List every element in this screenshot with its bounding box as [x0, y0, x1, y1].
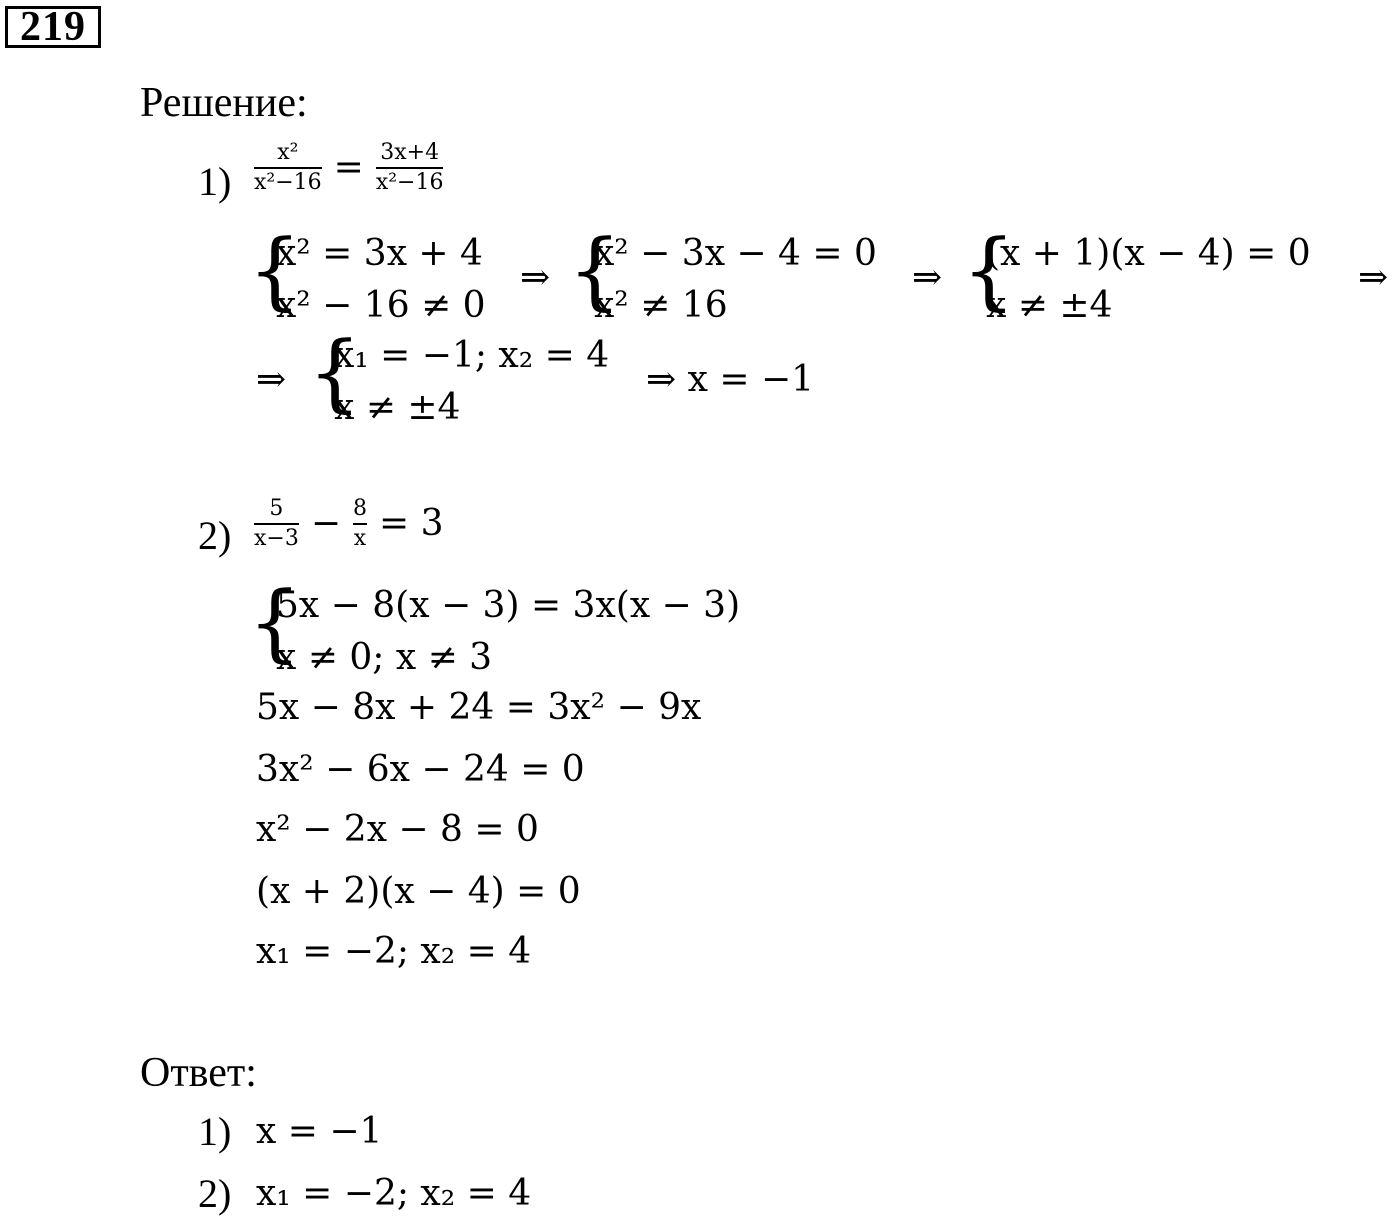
part2-fraction1 — [254, 498, 299, 550]
part2-fraction2-denominator: x — [353, 526, 367, 551]
part2-step-5: x₁ = −2; x₂ = 4 — [256, 931, 532, 972]
part2-equation — [254, 498, 444, 550]
part2-label: 2) — [198, 513, 232, 558]
part1-system4-line1: x₁ = −1; x₂ = 4 — [334, 335, 610, 376]
part1-lhs-denominator: x²−16 — [254, 170, 322, 195]
part1-equals: = — [333, 147, 364, 188]
part2-rhs: = 3 — [379, 503, 444, 544]
part1-system2-line1: x² − 3x − 4 = 0 — [594, 233, 877, 274]
part1-system2-line2: x² ≠ 16 — [594, 285, 728, 326]
part1-implies-1: ⇒ — [520, 257, 551, 298]
part1-system1-line2: x² − 16 ≠ 0 — [276, 285, 486, 326]
part2-step-2: 3x² − 6x − 24 = 0 — [256, 749, 585, 790]
part2-fraction1-denominator: x−3 — [254, 526, 299, 551]
part1-implies-3: ⇒ — [1358, 257, 1389, 298]
part1-system3-brace: { — [962, 221, 1016, 319]
part1-lhs-numerator: x² — [277, 140, 299, 165]
part1-system3-line2: x ≠ ±4 — [986, 285, 1113, 326]
part2-step-1: 5x − 8x + 24 = 3x² − 9x — [256, 687, 702, 728]
answer-1-label: 1) — [198, 1109, 232, 1154]
answer-label: Ответ: — [140, 1050, 257, 1096]
part1-system3-line1: (x + 1)(x − 4) = 0 — [986, 233, 1311, 274]
part2-system-line1: 5x − 8(x − 3) = 3x(x − 3) — [276, 585, 741, 626]
part1-rhs-denominator: x²−16 — [375, 170, 444, 195]
answer-1-value: x = −1 — [256, 1111, 383, 1152]
answer-2-label: 2) — [198, 1171, 232, 1216]
part2-step-3: x² − 2x − 8 = 0 — [256, 809, 539, 850]
part1-system4-brace: { — [308, 323, 362, 421]
part1-system1-line1: x² = 3x + 4 — [276, 233, 483, 274]
part1-lhs-fraction — [254, 142, 322, 194]
problem-number: 219 — [5, 6, 101, 48]
part1-equation — [254, 142, 443, 194]
part2-system-line2: x ≠ 0; x ≠ 3 — [276, 637, 493, 678]
part1-system2-brace: { — [568, 221, 622, 319]
part2-fraction2-numerator: 8 — [353, 496, 368, 521]
answer-2-value: x₁ = −2; x₂ = 4 — [256, 1173, 532, 1214]
part2-fraction1-numerator: 5 — [269, 496, 284, 521]
part1-implies-2: ⇒ — [912, 257, 943, 298]
solution-label: Решение: — [140, 80, 308, 126]
part2-step-4: (x + 2)(x − 4) = 0 — [256, 871, 581, 912]
part1-result: ⇒ x = −1 — [646, 359, 815, 400]
part2-fraction2 — [353, 498, 367, 550]
part1-implies-4: ⇒ — [256, 359, 287, 400]
part1-label: 1) — [198, 159, 232, 204]
part1-rhs-numerator: 3x+4 — [380, 140, 440, 165]
part1-rhs-fraction — [376, 142, 444, 194]
part2-minus: − — [310, 503, 342, 544]
part1-system1-brace: { — [248, 221, 302, 319]
part2-system-brace: { — [248, 573, 302, 671]
part1-system4-line2: x ≠ ±4 — [334, 387, 461, 428]
